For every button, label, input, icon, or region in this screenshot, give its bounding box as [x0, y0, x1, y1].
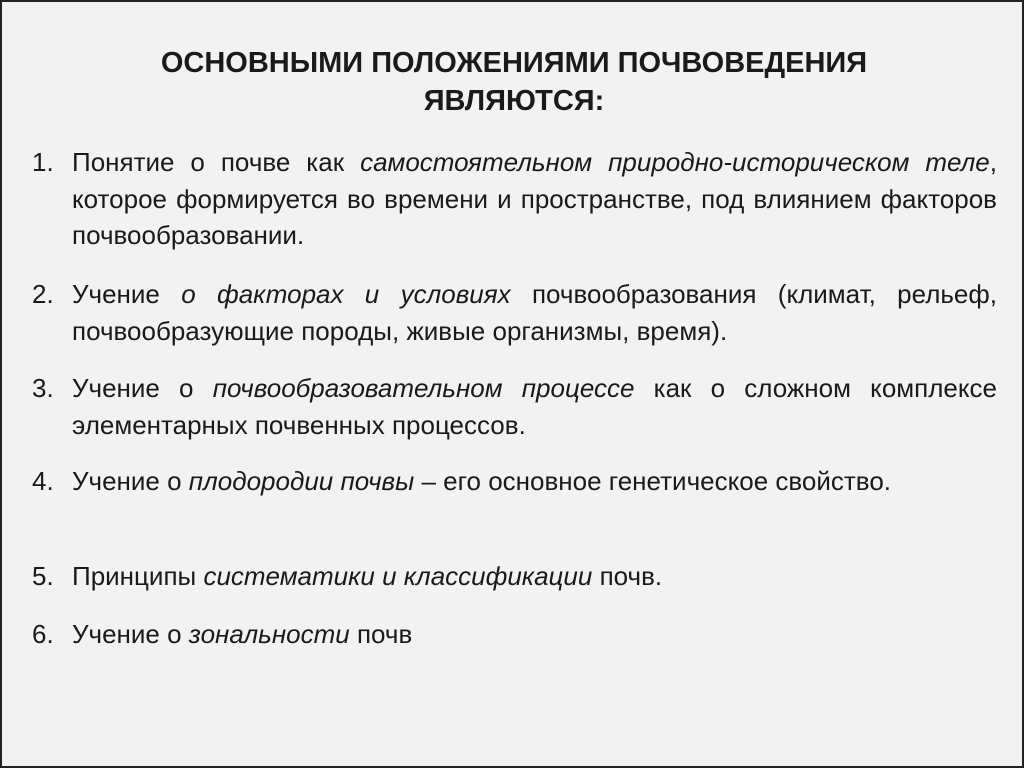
item-text: Учение о зональности почв [72, 619, 413, 649]
item-number: 5. [32, 561, 54, 591]
item-number: 2. [32, 279, 54, 309]
title-line-1: ОСНОВНЫМИ ПОЛОЖЕНИЯМИ ПОЧВОВЕДЕНИЯ [160, 47, 868, 79]
item-number: 6. [32, 619, 54, 649]
item-text: Принципы систематики и классификации почв. [72, 561, 663, 591]
principles-list [2, 2, 1024, 770]
item-text: Учение о факторах и условиях почвообразования (климат, рельеф, почвообразующие породы, живые организмы, время). [72, 279, 997, 346]
item-number: 1. [32, 147, 54, 177]
item-text: Понятие о почве как самостоятельном природно-историческом теле, которое формируется во времени и пространстве, под влиянием факторов почвообразовании. [72, 147, 998, 250]
item-text: Учение о почвообразовательном процессе как о сложном комплексе элементарных почвенных процессов. [72, 373, 997, 440]
item-number: 4. [32, 466, 54, 496]
title-line-2: ЯВЛЯЮТСЯ: [423, 85, 605, 117]
item-text: Учение о плодородии почвы – его основное генетическое свойство. [72, 466, 891, 496]
item-number: 3. [32, 373, 54, 403]
